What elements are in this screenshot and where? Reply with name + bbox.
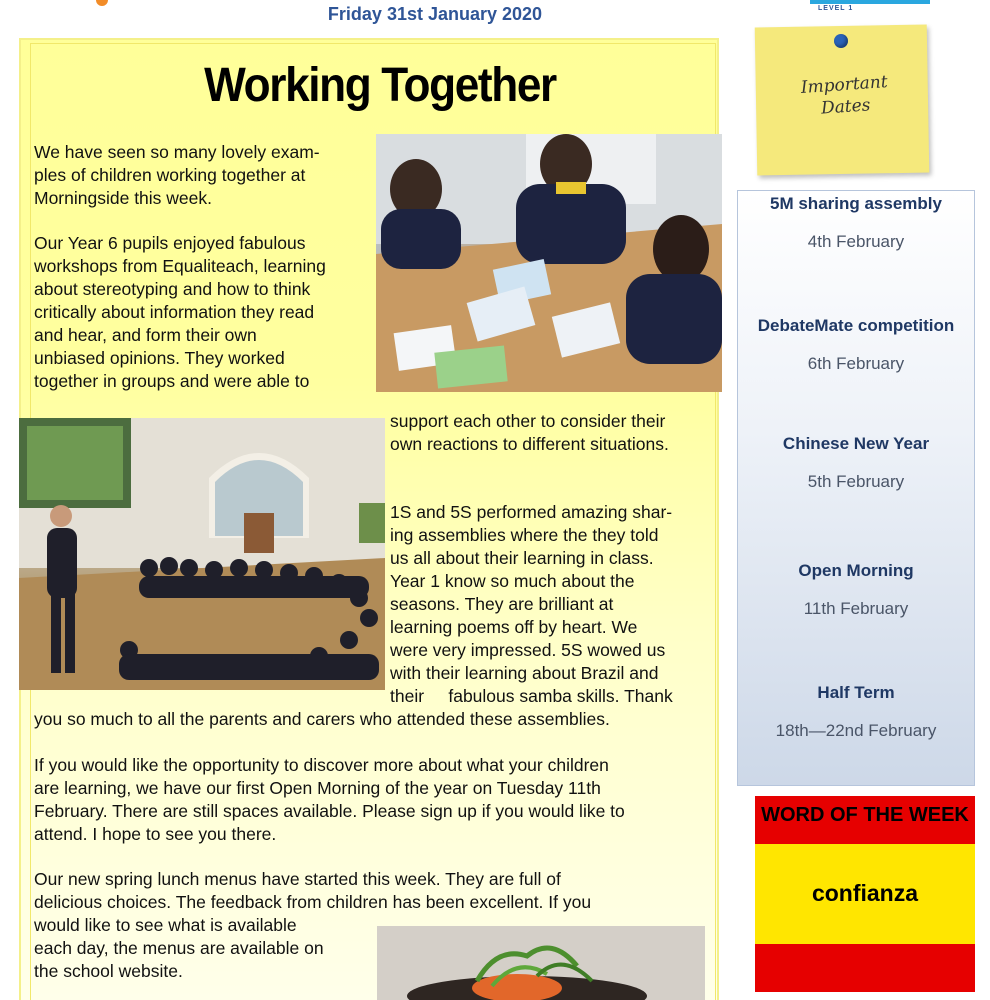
photo-pupils-working	[376, 134, 722, 392]
pushpin-icon	[834, 34, 848, 48]
word-of-the-week-box	[755, 796, 975, 992]
photo-assembly-illustration	[19, 418, 385, 690]
event-date: 6th February	[807, 354, 905, 373]
newsletter-date: Friday 31st January 2020	[327, 4, 543, 24]
header-logo-fragment	[96, 0, 108, 6]
event-date: 4th February	[807, 232, 905, 251]
event-title: 5M sharing assembly	[770, 194, 942, 213]
paragraph-equaliteach-continued: support each other to consider their own reactions to different situations.	[390, 411, 669, 454]
photo-assembly	[19, 418, 385, 690]
paragraph-sharing-assemblies: 1S and 5S performed amazing shar- ing assemblies where the they told us all about their learning in class. Year 1 know so much about the seasons. They are brilliant at learning poems off by heart. We were very impressed. 5S wowed us with their learning about Brazil and their fabulous samba skills. Thank	[390, 502, 673, 706]
word-of-the-week-title: WORD OF THE WEEK	[761, 804, 969, 826]
event-title: DebateMate competition	[757, 316, 955, 335]
article-title: Working Together	[204, 59, 556, 112]
event-title: Open Morning	[798, 561, 914, 580]
event-date: 5th February	[807, 472, 905, 491]
photo-lunch-dish-illustration	[377, 926, 705, 1000]
paragraph-intro: We have seen so many lovely exam- ples of children working together at Morningside this week.	[34, 142, 320, 208]
flag-stripe-red-bottom	[755, 944, 975, 992]
school-logo-strip	[810, 0, 930, 4]
event-title: Half Term	[817, 683, 895, 702]
paragraph-lunch-menus: Our new spring lunch menus have started this week. They are full of delicious choices. The feedback from children has been excellent. If you	[34, 869, 592, 912]
event-date: 18th—22nd February	[775, 721, 937, 740]
event-date: 11th February	[803, 599, 909, 618]
logo-level-label: LEVEL 1	[818, 5, 854, 12]
paragraph-open-morning: If you would like the opportunity to discover more about what your children are learning, we have our first Open Morning of the year on Tuesday 11th February. There are still spaces available. Please sign up if you would like to attend. I hope to see you there.	[34, 755, 625, 844]
word-of-the-week-word: confianza	[811, 880, 919, 906]
paragraph-lunch-menus-continued: would like to see what is available each day, the menus are available on the school website.	[34, 915, 324, 981]
paragraph-sharing-assemblies-end: you so much to all the parents and carers who attended these assemblies.	[34, 709, 610, 729]
paragraph-equaliteach: Our Year 6 pupils enjoyed fabulous workshops from Equaliteach, learning about stereotyping and how to think critically about information they read and hear, and form their own unbiased opinions. They worked together in groups and were able to	[34, 233, 326, 391]
sticky-note-text: Important Dates	[800, 72, 889, 119]
photo-lunch-dish	[377, 926, 705, 1000]
event-title: Chinese New Year	[782, 434, 930, 453]
photo-pupils-working-illustration	[376, 134, 722, 392]
